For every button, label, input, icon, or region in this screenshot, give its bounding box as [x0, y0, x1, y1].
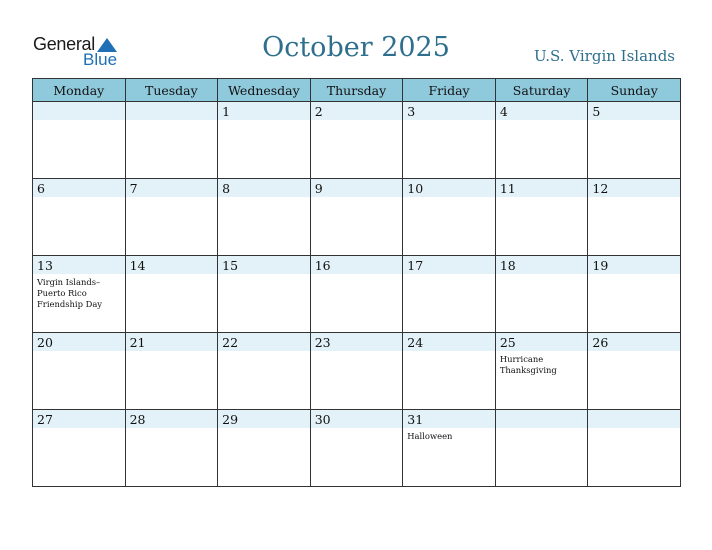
weekday-header: Wednesday [218, 79, 311, 102]
holiday-label: Halloween [407, 431, 453, 441]
day-number [33, 102, 125, 120]
day-cell [218, 333, 311, 410]
day-cell [125, 256, 218, 333]
day-cell [218, 410, 311, 487]
weekday-header: Tuesday [125, 79, 218, 102]
week-row [33, 410, 681, 487]
calendar-grid [32, 78, 681, 487]
day-number: 20 [33, 333, 125, 351]
day-number: 31 [403, 410, 495, 428]
day-cell [125, 410, 218, 487]
day-number: 28 [126, 410, 218, 428]
weekday-header-row [33, 79, 681, 102]
day-cell [33, 410, 126, 487]
day-cell [310, 179, 403, 256]
weekday-header: Thursday [310, 79, 403, 102]
day-number: 27 [33, 410, 125, 428]
week-row [33, 102, 681, 179]
day-number: 4 [496, 102, 588, 120]
day-number: 29 [218, 410, 310, 428]
day-number: 1 [218, 102, 310, 120]
day-number: 23 [311, 333, 403, 351]
day-cell [125, 102, 218, 179]
day-number: 16 [311, 256, 403, 274]
day-cell [403, 179, 496, 256]
weekday-header: Sunday [588, 79, 681, 102]
day-cell [588, 256, 681, 333]
day-cell [310, 256, 403, 333]
day-cell [218, 179, 311, 256]
day-number: 2 [311, 102, 403, 120]
region-label: U.S. Virgin Islands [534, 47, 675, 65]
day-number: 26 [588, 333, 680, 351]
day-number: 14 [126, 256, 218, 274]
day-number: 22 [218, 333, 310, 351]
day-number: 17 [403, 256, 495, 274]
day-number [126, 102, 218, 120]
day-number: 12 [588, 179, 680, 197]
day-number [588, 410, 680, 428]
day-cell [403, 333, 496, 410]
day-cell [310, 102, 403, 179]
day-number: 18 [496, 256, 588, 274]
day-number: 21 [126, 333, 218, 351]
day-cell [33, 333, 126, 410]
day-number: 30 [311, 410, 403, 428]
day-number: 8 [218, 179, 310, 197]
day-cell [125, 179, 218, 256]
day-cell [403, 256, 496, 333]
day-cell [33, 256, 126, 333]
day-cell [33, 179, 126, 256]
day-number: 19 [588, 256, 680, 274]
week-row [33, 179, 681, 256]
day-number [496, 410, 588, 428]
calendar-title: October 2025 [262, 32, 450, 63]
day-cell [125, 333, 218, 410]
day-number: 3 [403, 102, 495, 120]
day-cell [310, 333, 403, 410]
day-cell [218, 102, 311, 179]
holiday-label: Virgin Islands– Puerto Rico Friendship Day [37, 277, 103, 309]
logo-text-blue: Blue [83, 50, 118, 69]
weekday-header: Saturday [495, 79, 588, 102]
day-number: 11 [496, 179, 588, 197]
day-number: 25 [496, 333, 588, 351]
day-cell [588, 333, 681, 410]
day-cell [588, 179, 681, 256]
day-number: 15 [218, 256, 310, 274]
day-cell [218, 256, 311, 333]
weekday-header: Friday [403, 79, 496, 102]
day-cell [588, 102, 681, 179]
day-number: 9 [311, 179, 403, 197]
day-cell [495, 256, 588, 333]
day-number: 7 [126, 179, 218, 197]
day-cell [495, 333, 588, 410]
holiday-label: Hurricane Thanksgiving [499, 354, 557, 375]
week-row [33, 333, 681, 410]
day-number: 10 [403, 179, 495, 197]
weekday-header: Monday [33, 79, 126, 102]
day-cell [403, 410, 496, 487]
day-cell [495, 179, 588, 256]
day-cell [495, 102, 588, 179]
day-number: 6 [33, 179, 125, 197]
week-row [33, 256, 681, 333]
day-cell [310, 410, 403, 487]
day-number: 5 [588, 102, 680, 120]
day-cell [403, 102, 496, 179]
day-number: 24 [403, 333, 495, 351]
day-number: 13 [33, 256, 125, 274]
day-cell [495, 410, 588, 487]
day-cell [588, 410, 681, 487]
logo-text-general: General [33, 34, 95, 54]
day-cell [33, 102, 126, 179]
